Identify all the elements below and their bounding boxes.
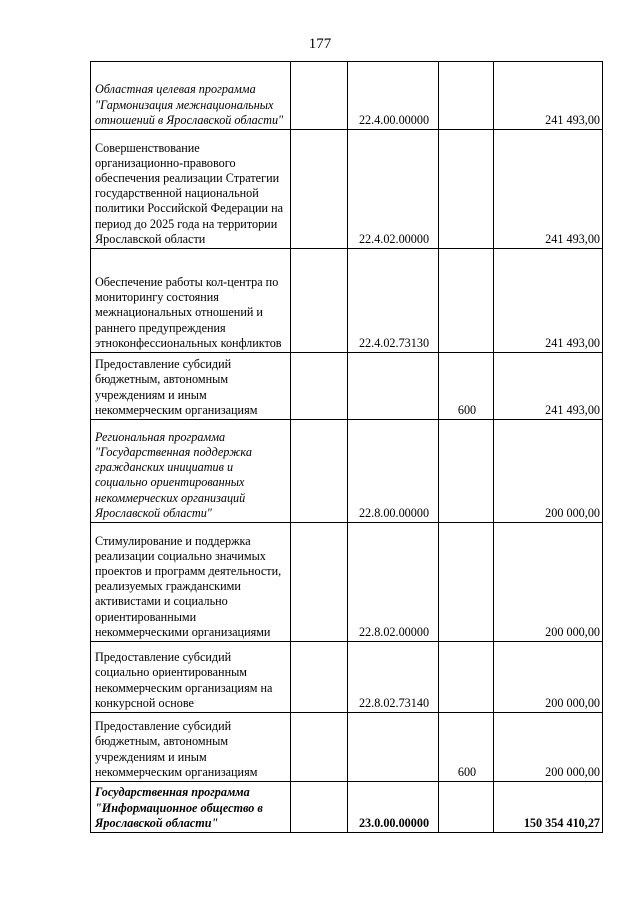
table-row (91, 62, 603, 130)
budget-table (90, 61, 603, 833)
row-code: 22.8.00.00000 (348, 420, 439, 523)
row-name: Предоставление субсидий бюджетным, автономным учреждениям и иным некоммерческим организациям (91, 353, 291, 420)
table-row (91, 130, 603, 249)
row-empty-cell (291, 62, 348, 130)
row-expense-type (439, 62, 494, 130)
row-sum: 200 000,00 (494, 642, 603, 713)
row-code: 22.4.02.00000 (348, 130, 439, 249)
table-row (91, 420, 603, 523)
row-name: Областная целевая программа "Гармонизация межнациональных отношений в Ярославской области" (91, 62, 291, 130)
row-empty-cell (291, 353, 348, 420)
row-expense-type (439, 642, 494, 713)
row-sum: 150 354 410,27 (494, 782, 603, 833)
row-name: Стимулирование и поддержка реализации социально значимых проектов и программ деятельности, реализуемых гражданскими активистами и социально ориентированными некоммерческими организациями (91, 523, 291, 642)
row-name: Региональная программа "Государственная поддержка гражданских инициатив и социально ориентированных некоммерческих организаций Ярославской области" (91, 420, 291, 523)
row-empty-cell (291, 130, 348, 249)
row-name: Обеспечение работы кол-центра по мониторингу состояния межнациональных отношений и раннего предупреждения этноконфессиональных конфликтов (91, 249, 291, 353)
row-expense-type: 600 (439, 353, 494, 420)
row-code: 22.8.02.73140 (348, 642, 439, 713)
table-row (91, 642, 603, 713)
table-row (91, 353, 603, 420)
row-name: Предоставление субсидий социально ориентированным некоммерческим организациям на конкурсной основе (91, 642, 291, 713)
row-expense-type (439, 249, 494, 353)
row-code: 22.4.02.73130 (348, 249, 439, 353)
page-number: 177 (308, 36, 332, 52)
table-row (91, 249, 603, 353)
row-code (348, 353, 439, 420)
row-sum: 200 000,00 (494, 523, 603, 642)
row-name: Предоставление субсидий бюджетным, автономным учреждениям и иным некоммерческим организациям (91, 713, 291, 782)
row-code (348, 713, 439, 782)
row-sum: 200 000,00 (494, 420, 603, 523)
row-expense-type: 600 (439, 713, 494, 782)
row-code: 23.0.00.00000 (348, 782, 439, 833)
row-name: Совершенствование организационно-правового обеспечения реализации Стратегии государственной национальной политики Российской Федерации на период до 2025 года на территории Ярославской области (91, 130, 291, 249)
table-row (91, 523, 603, 642)
row-code: 22.4.00.00000 (348, 62, 439, 130)
row-empty-cell (291, 249, 348, 353)
row-empty-cell (291, 642, 348, 713)
row-empty-cell (291, 782, 348, 833)
row-sum: 241 493,00 (494, 249, 603, 353)
row-sum: 241 493,00 (494, 130, 603, 249)
row-sum: 200 000,00 (494, 713, 603, 782)
row-expense-type (439, 523, 494, 642)
row-name: Государственная программа "Информационное общество в Ярославской области" (91, 782, 291, 833)
row-expense-type (439, 420, 494, 523)
table-row (91, 782, 603, 833)
table-row (91, 713, 603, 782)
row-code: 22.8.02.00000 (348, 523, 439, 642)
row-empty-cell (291, 420, 348, 523)
row-sum: 241 493,00 (494, 353, 603, 420)
row-expense-type (439, 130, 494, 249)
row-expense-type (439, 782, 494, 833)
row-empty-cell (291, 523, 348, 642)
row-empty-cell (291, 713, 348, 782)
row-sum: 241 493,00 (494, 62, 603, 130)
